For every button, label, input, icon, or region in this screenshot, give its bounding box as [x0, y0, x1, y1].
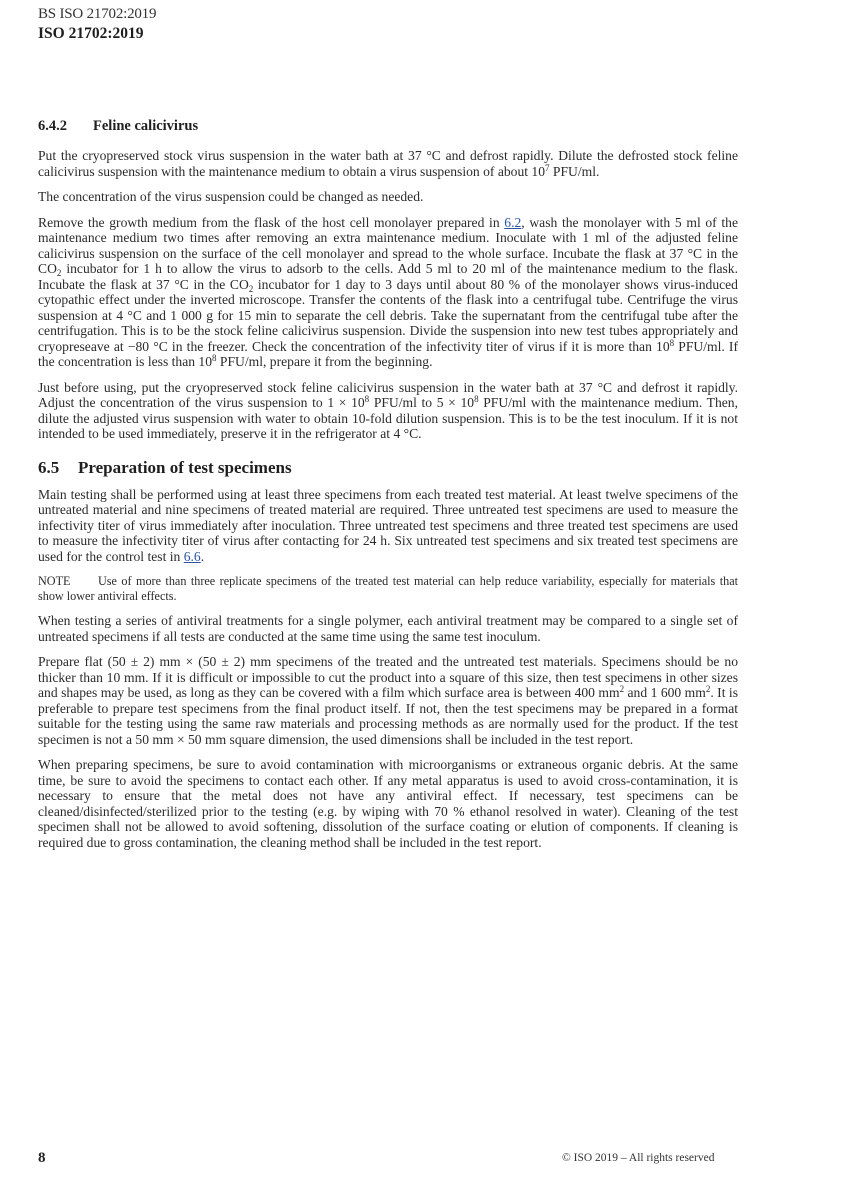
heading-title: Preparation of test specimens — [78, 457, 292, 477]
text: PFU/ml to 5 × 10 — [369, 395, 475, 410]
subscript: 2 — [248, 283, 254, 294]
text: Put the cryopreserved stock virus suspension in the water bath at 37 °C and defrost rapidly. Dilute the defrosted stock feline calicivirus suspension with the maintenance medium to obtain a virus suspension of about 10 — [38, 148, 738, 179]
paragraph — [38, 487, 738, 565]
heading-6-5 — [38, 458, 738, 478]
superscript: 7 — [545, 162, 550, 173]
text: Just before using, put the cryopreserved stock feline calicivirus suspension in the water bath at 37 °C and defrost it rapidly. Adjust the concentration of the virus suspension to 1 × 10 — [38, 379, 738, 410]
page-number: 8 — [38, 1150, 46, 1166]
paragraph — [38, 148, 738, 179]
text: , wash the monolayer with 5 ml of the maintenance medium two times after removing an extra maintenance medium. Inoculate with 1 ml of the adjusted feline calicivirus suspension on the surface of the cell monolayer and spread to the whole surface. Incubate the flask at 37 °C in the CO — [38, 214, 738, 276]
superscript: 2 — [619, 684, 625, 694]
note-label: NOTE — [38, 574, 71, 588]
text: PFU/ml with the maintenance medium. Then, dilute the adjusted virus suspension with water to obtain 10-fold dilution suspension. This is to be the test inoculum. If it is not intended to be used immediately, preserve it in the refrigerator at 4 °C. — [38, 395, 738, 441]
paragraph — [38, 215, 738, 370]
paragraph: When preparing specimens, be sure to avoid contamination with microorganisms or extraneous organic debris. At the same time, be sure to avoid the specimens to contact each other. If any metal apparatus is used to avoid cross-contamination, it is necessary to ensure that the metal does not have any antiviral effect. If necessary, test specimens can be cleaned/disinfected/sterilized prior to the testing (e.g. by wiping with 70 % ethanol resolved in water). Cleaning of the test specimen shall not be allowed to avoid softening, dissolution of the surface coating or elution of components. If cleaning is required due to gross contamination, the cleaning method shall be included in the test report. — [38, 757, 738, 850]
text: PFU/ml, prepare it from the beginning. — [216, 354, 433, 369]
text: . It is preferable to prepare test specimens from the final product itself. If not, then the test specimens may be prepared in a format suitable for the testing using the same raw materials and processing methods as are normally used for the product. If the test specimen is not a 50 mm × 50 mm square dimension, the used dimensions shall be included in the test report. — [38, 685, 738, 747]
page-content — [38, 118, 738, 860]
superscript: 8 — [474, 394, 479, 404]
copyright-notice: © ISO 2019 – All rights reserved — [562, 1152, 715, 1164]
text: Prepare flat (50 ± 2) mm × (50 ± 2) mm specimens of the treated and the untreated test materials. Specimens should be no thicker than 10 mm. If it is difficult or impossible to cut the product into a square of this size, then test specimens in other sizes and shapes may be used, as long as they can be covered with a film which surface area is between 400 mm — [38, 654, 738, 700]
heading-number: 6.4.2 — [38, 118, 67, 134]
text: and 1 600 mm — [624, 685, 706, 700]
superscript: 2 — [705, 684, 711, 694]
link-6-2[interactable]: 6.2 — [504, 214, 522, 230]
note — [38, 574, 738, 603]
note-text: Use of more than three replicate specimens of the treated test material can help reduce variability, especially for materials that show lower antiviral effects. — [38, 574, 738, 603]
text: PFU/ml. — [549, 163, 600, 179]
superscript: 8 — [669, 337, 675, 348]
link-6-6[interactable]: 6.6 — [183, 548, 201, 564]
text: Main testing shall be performed using at least three specimens from each treated test material. At least twelve specimens of the untreated material and nine specimens of treated material are required. Three untreated test specimens are used to measure the infectivity titer of virus immediately after inoculation. Three untreated test specimens and three treated test specimens are used to measure the infectivity titer of virus after contacting for 24 h. Six untreated test specimens and six treated test specimens are used for the control test in — [38, 486, 738, 564]
paragraph — [38, 380, 738, 442]
paragraph: The concentration of the virus suspension could be changed as needed. — [38, 189, 424, 204]
heading-title: Feline calicivirus — [93, 118, 199, 134]
text: incubator for 1 day to 3 days until about 80 % of the monolayer shows virus-induced cytopathic effect under the inverted microscope. Transfer the contents of the flask into a centrifugal tube. Centrifuge the virus suspension at 4 °C and 1 000 g for 15 min to separate the cell debris. Take the supernatant from the centrifugal tube after the centrifugation. This is to be the stock feline calicivirus suspension. Divide the suspension into new test tubes appropriately and cryopreseave at −80 °C in the freezer. Check the concentration of the infectivity titer of virus if it is more than 10 — [38, 276, 738, 354]
superscript: 8 — [364, 394, 370, 404]
subscript: 2 — [56, 268, 62, 278]
heading-6-4-2 — [38, 118, 738, 135]
header-iso: ISO 21702:2019 — [38, 25, 144, 42]
superscript: 8 — [212, 353, 217, 363]
text: PFU/ml. If the concentration is less than 10 — [38, 338, 738, 369]
text: Remove the growth medium from the flask of the host cell monolayer prepared in — [38, 214, 505, 230]
text: incubator for 1 h to allow the virus to adsorb to the cells. Add 5 ml to 20 ml of the maintenance medium to the flask. Incubate the flask at 37 °C in the CO — [38, 261, 738, 292]
paragraph — [38, 654, 738, 747]
paragraph: When testing a series of antiviral treatments for a single polymer, each antiviral treatment may be compared to a single set of untreated specimens if all tests are conducted at the same time using the same test inoculum. — [38, 613, 738, 644]
header-bs-iso: BS ISO 21702:2019 — [38, 6, 157, 22]
heading-number: 6.5 — [38, 457, 60, 477]
text: . — [200, 548, 205, 564]
